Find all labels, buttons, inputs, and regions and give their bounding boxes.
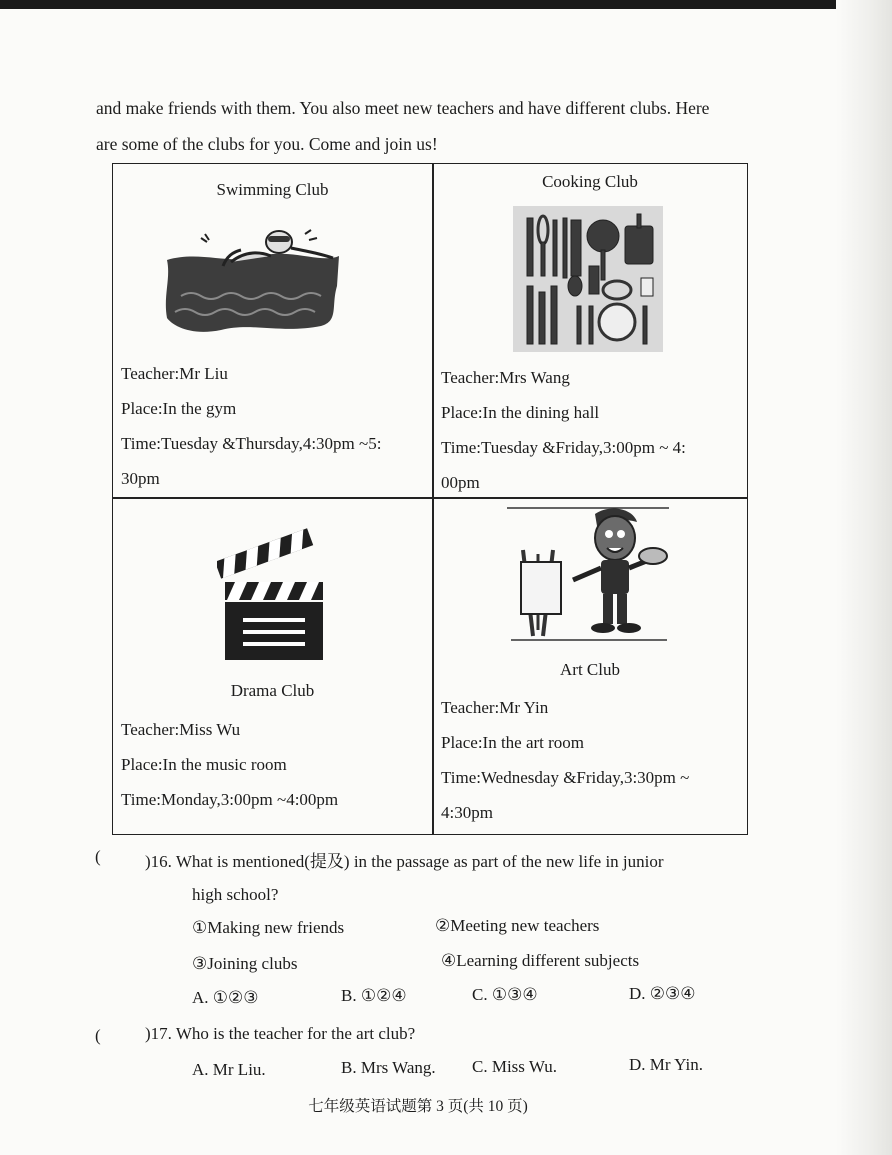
q17-stem: )17. Who is the teacher for the art club?	[145, 1024, 416, 1043]
art-club-title: Art Club	[560, 660, 620, 679]
top-scan-edge	[0, 0, 836, 9]
clubs-table	[112, 163, 748, 835]
cooking-club-info	[441, 360, 686, 500]
q16-option-a[interactable]: A. ①②③	[192, 988, 259, 1007]
swimming-club-place: Place:In the gym	[121, 399, 237, 418]
cooking-club-teacher: Teacher:Mrs Wang	[441, 368, 570, 387]
q16-option-d[interactable]: D. ②③④	[629, 984, 696, 1003]
q16-option-c[interactable]: C. ①③④	[472, 985, 538, 1004]
q17-option-c[interactable]: C. Miss Wu.	[472, 1057, 557, 1076]
swimming-club-info	[121, 356, 381, 496]
art-club-time: Time:Wednesday &Friday,3:30pm ~	[441, 768, 690, 787]
art-club-teacher: Teacher:Mr Yin	[441, 698, 549, 717]
drama-club-title: Drama Club	[230, 681, 315, 700]
intro-line-2: are some of the clubs for you. Come and join us!	[96, 134, 438, 154]
clapperboard-icon	[217, 528, 329, 664]
kitchen-utensils-illustration-icon	[513, 206, 663, 352]
art-club-time-cont: 4:30pm	[441, 803, 493, 822]
drama-club-info	[121, 712, 338, 817]
q16-answer-bracket[interactable]: (	[95, 847, 101, 866]
swimming-club-cell	[113, 164, 432, 497]
painter-boy-illustration-icon	[503, 504, 673, 644]
q17-option-d[interactable]: D. Mr Yin.	[629, 1055, 703, 1074]
swimming-club-teacher: Teacher:Mr Liu	[121, 364, 228, 383]
q16-item-4: ④Learning different subjects	[441, 951, 640, 970]
q16-item-1: ①Making new friends	[192, 918, 345, 937]
intro-paragraph	[96, 90, 776, 162]
cooking-club-time: Time:Tuesday &Friday,3:00pm ~ 4:	[441, 438, 686, 457]
swimming-club-time: Time:Tuesday &Thursday,4:30pm ~5:	[121, 434, 382, 453]
drama-club-cell	[113, 498, 432, 834]
page-edge-shadow	[836, 0, 892, 1155]
q17-option-a[interactable]: A. Mr Liu.	[192, 1060, 266, 1079]
intro-line-1: and make friends with them. You also meet new teachers and have different clubs. Here	[96, 98, 710, 118]
drama-club-time: Time:Monday,3:00pm ~4:00pm	[121, 790, 339, 809]
cooking-club-place: Place:In the dining hall	[441, 403, 600, 422]
cooking-club-cell	[433, 164, 747, 497]
art-club-place: Place:In the art room	[441, 733, 585, 752]
swimmer-illustration-icon	[161, 226, 345, 336]
swimming-club-title: Swimming Club	[216, 180, 329, 199]
swimming-club-time-cont: 30pm	[121, 469, 160, 488]
cooking-club-time-cont: 00pm	[441, 473, 480, 492]
q17-answer-bracket[interactable]: (	[95, 1026, 101, 1045]
page-footer: 七年级英语试题第 3 页(共 10 页)	[308, 1098, 528, 1115]
art-club-cell	[433, 498, 747, 834]
art-club-info	[441, 690, 689, 830]
q16-stem: )16. What is mentioned(提及) in the passage as part of the new life in junior	[145, 852, 664, 871]
drama-club-teacher: Teacher:Miss Wu	[121, 720, 241, 739]
q16-stem-cont: high school?	[192, 885, 279, 904]
q17-option-b[interactable]: B. Mrs Wang.	[341, 1058, 436, 1077]
drama-club-place: Place:In the music room	[121, 755, 287, 774]
cooking-club-title: Cooking Club	[542, 172, 638, 191]
q16-item-2: ②Meeting new teachers	[435, 916, 600, 935]
q16-option-b[interactable]: B. ①②④	[341, 986, 407, 1005]
q16-item-3: ③Joining clubs	[192, 954, 298, 973]
